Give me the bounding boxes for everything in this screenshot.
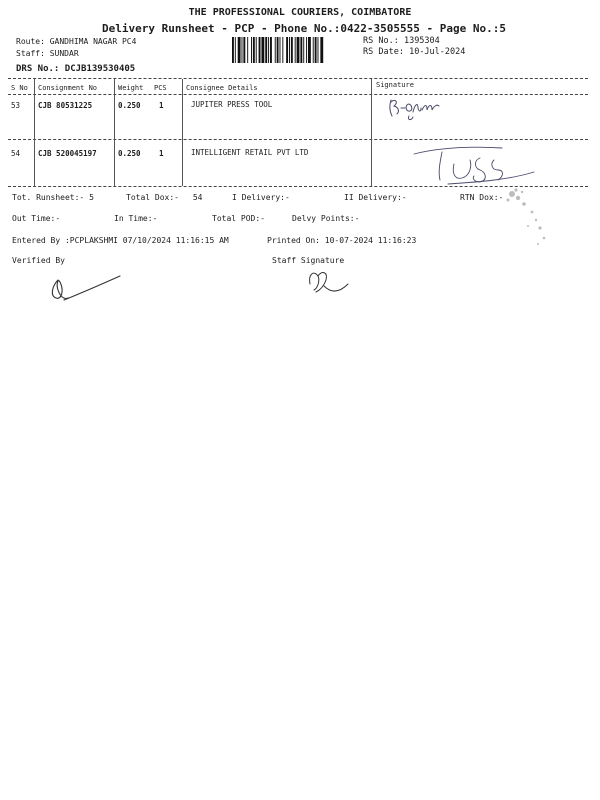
column-header-consignee: Consignee Details (186, 84, 258, 92)
barcode-bar (303, 37, 304, 63)
route-field (16, 37, 136, 46)
staff-label: Staff: (16, 49, 45, 58)
total-runsheet-label: Tot. Runsheet:- (12, 193, 85, 202)
barcode-bar (247, 37, 248, 63)
row-consignment: CJB 520045197 (38, 149, 97, 158)
column-divider (34, 79, 35, 186)
total-dox-value: 54 (192, 193, 203, 202)
barcode-bar (297, 37, 300, 63)
rs-no-field (363, 36, 440, 46)
total-runsheet (12, 193, 94, 202)
staff-value: SUNDAR (49, 49, 79, 58)
barcode-bar (315, 37, 317, 63)
column-divider (114, 79, 115, 186)
company-title: THE PROFESSIONAL COURIERS, COIMBATORE (188, 7, 412, 18)
drs-value: DCJB139530405 (64, 64, 136, 74)
barcode-bar (243, 37, 245, 63)
delvy-points-label: Delvy Points:- (292, 214, 360, 223)
out-time-label: Out Time:- (12, 214, 61, 223)
barcode-bar (259, 37, 261, 63)
row-consignee: INTELLIGENT RETAIL PVT LTD (191, 148, 309, 157)
column-header-consignment: Consignment No (38, 84, 98, 92)
barcode-bar (308, 37, 311, 63)
barcode-bar (275, 37, 276, 63)
row-weight: 0.250 (118, 149, 141, 158)
barcode-bar (318, 37, 319, 63)
drs-field (16, 64, 135, 74)
entered-by: Entered By :PCPLAKSHMI 07/10/2024 11:16:15 AM (12, 236, 229, 245)
total-dox-label: Total Dox:- (126, 193, 179, 202)
row-consignee: JUPITER PRESS TOOL (191, 100, 273, 109)
staff-field (16, 49, 79, 58)
row-sno: 53 (11, 101, 21, 110)
i-delivery-label: I Delivery:- (232, 193, 290, 202)
in-time-label: In Time:- (114, 214, 158, 223)
total-pod-label: Total POD:- (212, 214, 265, 223)
drs-label: DRS No.: (16, 64, 60, 74)
row-weight: 0.250 (118, 101, 141, 110)
total-dox (126, 193, 202, 202)
route-label: Route: (16, 37, 45, 46)
barcode-bar (270, 37, 272, 63)
ii-delivery-label: II Delivery:- (344, 193, 407, 202)
barcode-bar (251, 37, 252, 63)
printed-on: Printed On: 10-07-2024 11:16:23 (267, 236, 417, 245)
route-value: GANDHIMA NAGAR PC4 (49, 37, 137, 46)
barcode-bar (256, 37, 257, 63)
barcode-bar (235, 37, 236, 63)
barcode-image (232, 37, 358, 63)
barcode-bar (320, 37, 323, 63)
column-divider (371, 79, 372, 186)
barcode-bar (280, 37, 281, 63)
rs-date-value: 10-Jul-2024 (409, 47, 466, 57)
column-header-signature: Signature (376, 81, 414, 89)
ink-smudge-stamp (494, 182, 554, 252)
verified-by-label: Verified By (12, 256, 65, 265)
barcode-bar (253, 37, 255, 63)
barcode-bar (232, 37, 234, 63)
column-header-weight: Weight (118, 84, 144, 92)
staff-signature (300, 264, 360, 300)
table-top-rule (8, 78, 588, 79)
barcode-bar (265, 37, 267, 63)
barcode-bar (282, 37, 283, 63)
total-runsheet-value: 5 (89, 193, 94, 202)
staff-signature-label: Staff Signature (272, 256, 345, 265)
column-header-pcs: PCS (154, 84, 167, 92)
barcode-bar (300, 37, 302, 63)
barcode-bar (289, 37, 290, 63)
row-sno: 54 (11, 149, 21, 158)
rs-date-label: RS Date: (363, 47, 404, 57)
barcode-bar (295, 37, 296, 63)
rs-date-field (363, 47, 465, 57)
row-pcs: 1 (159, 149, 164, 158)
barcode-bar (306, 37, 307, 63)
table-header-rule (8, 94, 588, 95)
column-header-sno: S No (11, 84, 28, 92)
rs-no-label: RS No.: (363, 36, 399, 46)
recipient-signature-1 (385, 94, 455, 122)
barcode-bar (238, 37, 241, 63)
barcode-bar (277, 37, 279, 63)
rtn-dox-label: RTN Dox:- (460, 193, 504, 202)
rs-no-value: 1395304 (403, 36, 440, 46)
barcode-bar (268, 37, 269, 63)
row-consignment: CJB 80531225 (38, 101, 93, 110)
verifier-signature (44, 270, 124, 306)
barcode-bar (242, 37, 243, 63)
runsheet-title: Delivery Runsheet - PCP - Phone No.:0422-3505555 - Page No.:5 (102, 22, 506, 35)
row-pcs: 1 (159, 101, 164, 110)
column-divider (182, 79, 183, 186)
recipient-signature-2 (408, 140, 538, 188)
barcode-bar (313, 37, 314, 63)
barcode-bar (291, 37, 293, 63)
barcode-bar (286, 37, 288, 63)
barcode-bar (261, 37, 264, 63)
